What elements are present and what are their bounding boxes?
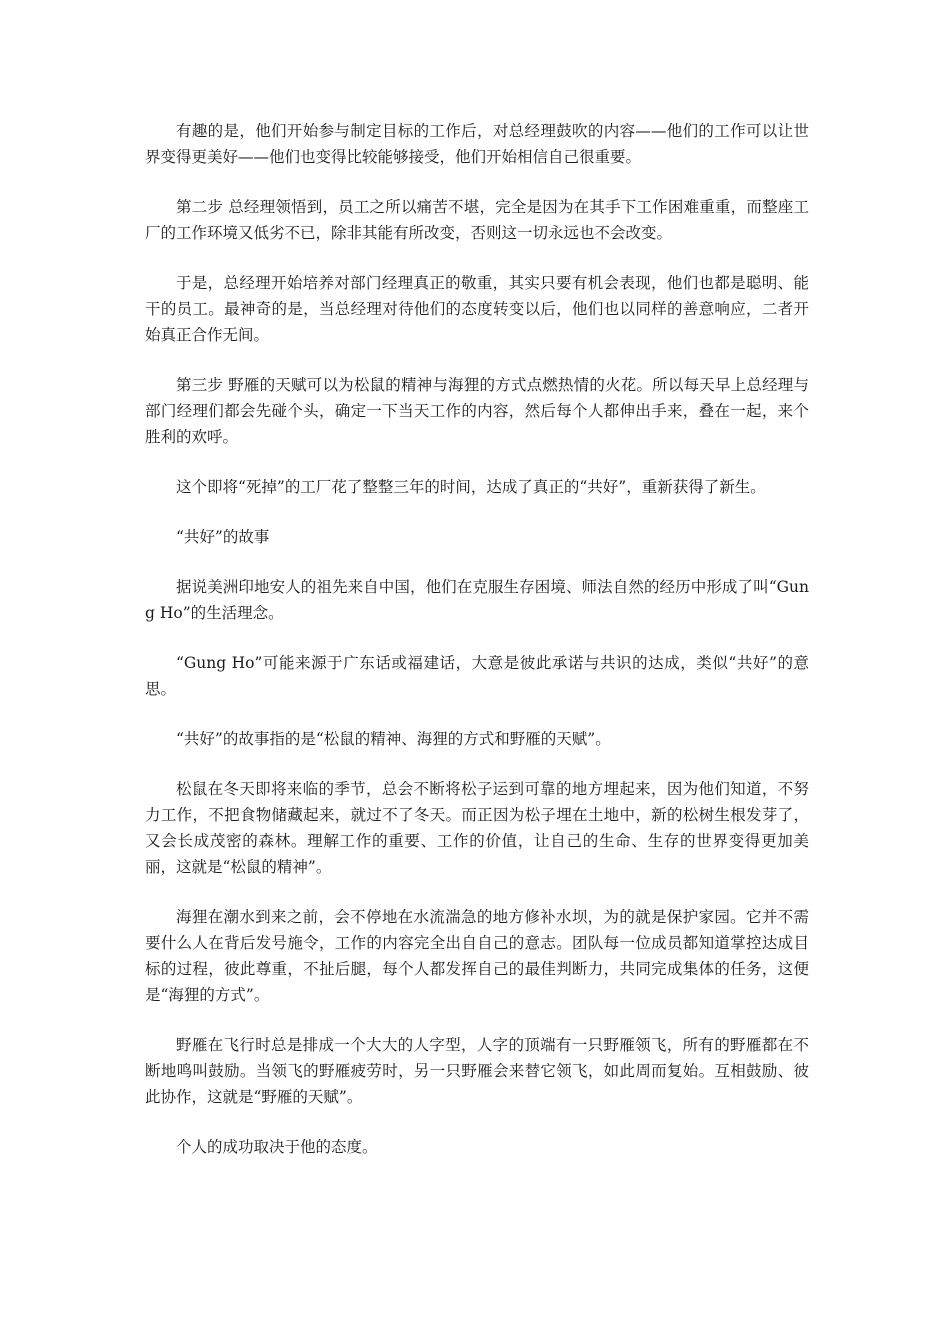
paragraph-step-three: 第三步 野雁的天赋可以为松鼠的精神与海狸的方式点燃热情的火花。所以每天早上总经理与部门经理们都会先碰个头，确定一下当天工作的内容，然后每个人都伸出手来，叠在一起，来个胜利的欢呼。 — [145, 376, 809, 446]
paragraph-three-elements: “共好”的故事指的是“松鼠的精神、海狸的方式和野雁的天赋”。 — [176, 730, 611, 748]
paragraph-squirrel-spirit: 松鼠在冬天即将来临的季节，总会不断将松子运到可靠的地方埋起来，因为他们知道，不努力工作，不把食物储藏起来，就过不了冬天。而正因为松子埋在土地中，新的松树生根发芽了，又会长成茂密的森林。理解工作的重要、工作的价值，让自己的生命、生存的世界变得更加美丽，这就是“松鼠的精神”。 — [145, 780, 809, 876]
paragraph-step-two: 第二步 总经理领悟到，员工之所以痛苦不堪，完全是因为在其手下工作困难重重，而整座工厂的工作环境又低劣不已，除非其能有所改变，否则这一切永远也不会改变。 — [145, 198, 809, 242]
paragraph-beaver-way: 海狸在潮水到来之前，会不停地在水流湍急的地方修补水坝，为的就是保护家园。它并不需要什么人在背后发号施令，工作的内容完全出自自己的意志。团队每一位成员都知道掌控达成目标的过程，彼此尊重，不扯后腿，每个人都发挥自己的最佳判断力，共同完成集体的任务，这便是“海狸的方式”。 — [145, 908, 809, 1004]
paragraph-meaning: “Gung Ho”可能来源于广东话或福建话，大意是彼此承诺与共识的达成，类似“共好”的意思。 — [145, 654, 809, 698]
paragraph-respect-managers: 于是，总经理开始培养对部门经理真正的敬重，其实只要有机会表现，他们也都是聪明、能干的员工。最神奇的是，当总经理对待他们的态度转变以后，他们也以同样的善意响应，二者开始真正合作无间。 — [145, 274, 809, 344]
section-heading-gung-ho-story: “共好”的故事 — [176, 528, 270, 546]
paragraph-factory-renewed: 这个即将“死掉”的工厂花了整整三年的时间，达成了真正的“共好”，重新获得了新生。 — [176, 478, 766, 496]
paragraph-origin: 据说美洲印地安人的祖先来自中国，他们在克服生存困境、师法自然的经历中形成了叫“Gung Ho”的生活理念。 — [145, 578, 809, 622]
paragraph-goal-participation: 有趣的是，他们开始参与制定目标的工作后，对总经理鼓吹的内容——他们的工作可以让世界变得更美好——他们也变得比较能够接受，他们开始相信自己很重要。 — [145, 122, 809, 166]
document-body — [145, 118, 809, 1184]
paragraph-attitude: 个人的成功取决于他的态度。 — [176, 1138, 378, 1156]
paragraph-goose-gift: 野雁在飞行时总是排成一个大大的人字型，人字的顶端有一只野雁领飞，所有的野雁都在不断地鸣叫鼓励。当领飞的野雁疲劳时，另一只野雁会来替它领飞，如此周而复始。互相鼓励、彼此协作，这就是“野雁的天赋”。 — [145, 1036, 809, 1106]
